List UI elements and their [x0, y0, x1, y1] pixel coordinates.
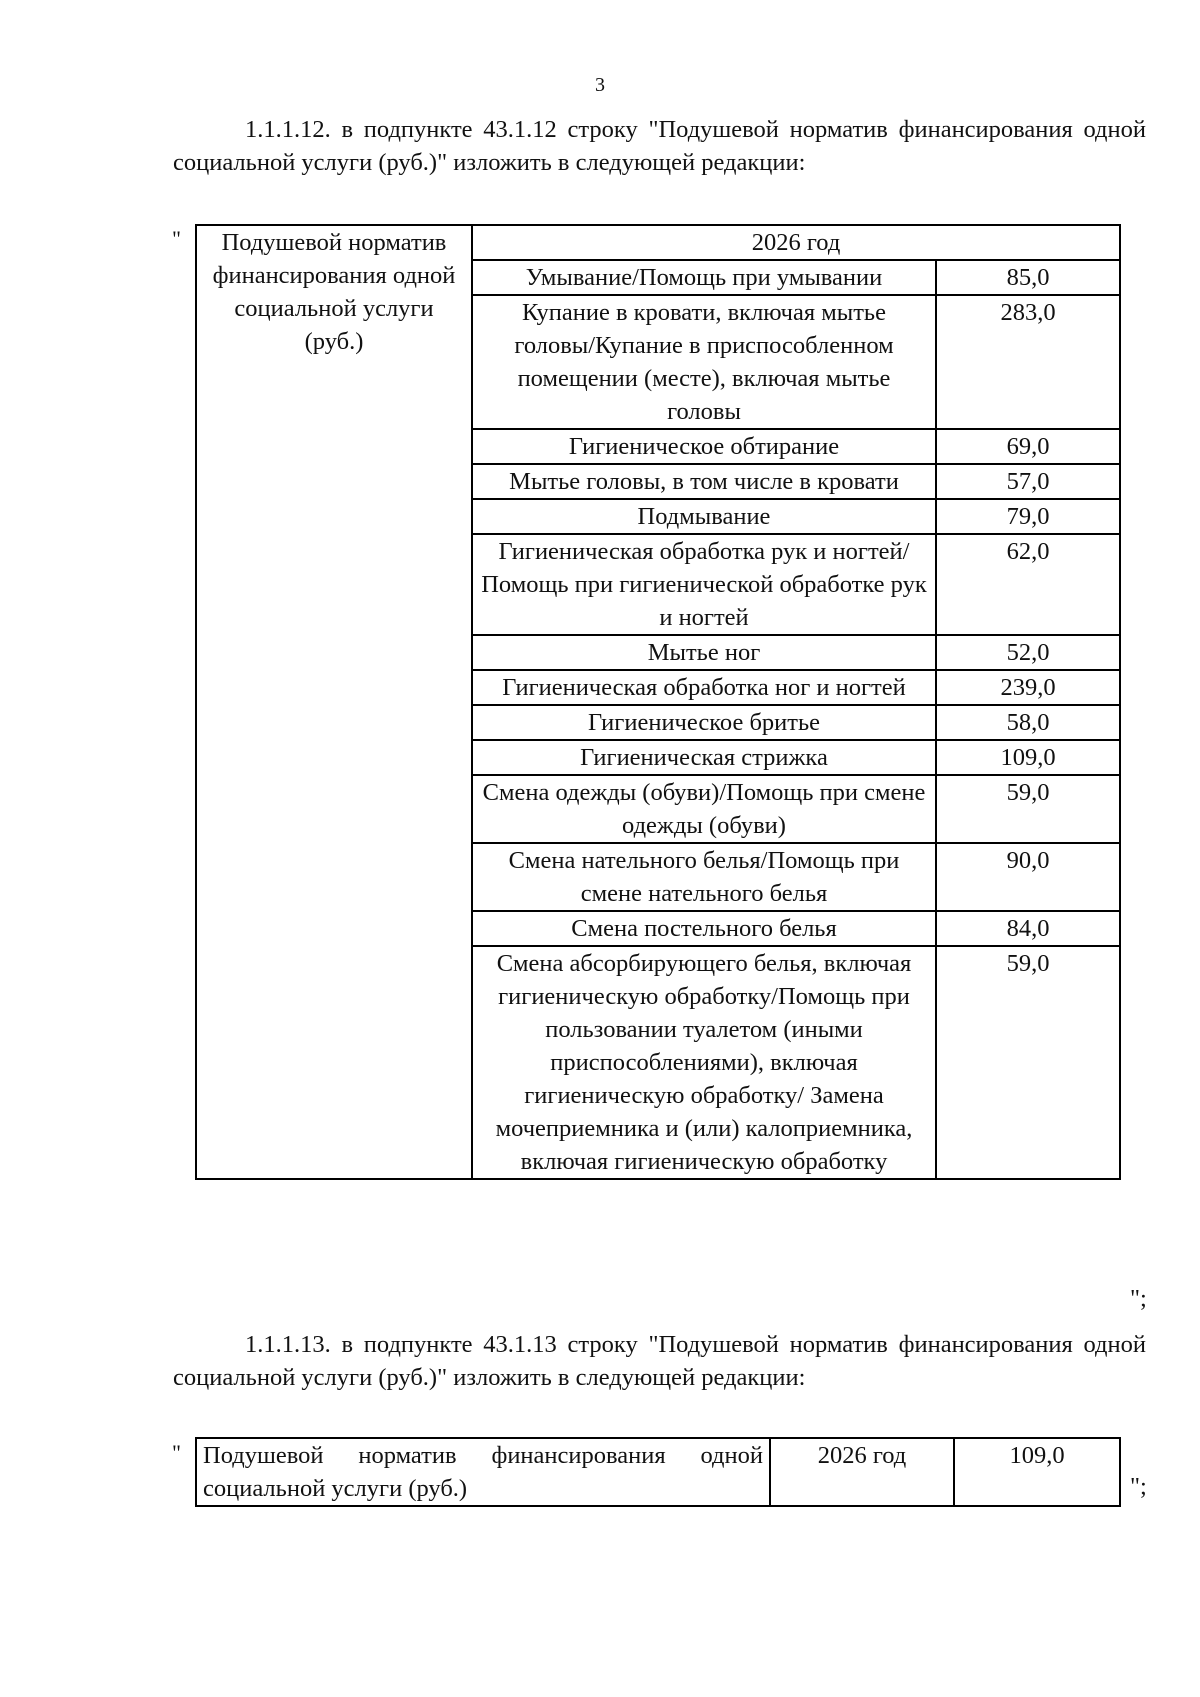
- paragraph-1-1-1-13: [173, 1328, 1146, 1394]
- service-value: 109,0: [936, 740, 1120, 775]
- service-name: Гигиеническая стрижка: [472, 740, 936, 775]
- close-quote: ";: [1130, 1473, 1147, 1500]
- service-name: Купание в кровати, включая мытье головы/Купание в приспособленном помещении (месте), включая мытье головы: [472, 295, 936, 429]
- open-quote: ": [172, 1440, 181, 1465]
- service-name: Гигиеническое бритье: [472, 705, 936, 740]
- service-name: Гигиеническое обтирание: [472, 429, 936, 464]
- service-name: Мытье ног: [472, 635, 936, 670]
- year-cell: 2026 год: [770, 1438, 954, 1506]
- service-value: 58,0: [936, 705, 1120, 740]
- section-text: в подпункте 43.1.12 строку "Подушевой норматив финансирования одной социальной услуги (руб.)" изложить в следующей редакции:: [173, 116, 1146, 176]
- service-name: Подмывание: [472, 499, 936, 534]
- norm-label: Подушевой норматив финансирования одной социальной услуги (руб.): [196, 1438, 770, 1506]
- norm-summary-table: [195, 1437, 1121, 1507]
- service-name: Гигиеническая обработка ног и ногтей: [472, 670, 936, 705]
- row-header-cell: Подушевой норматив финансирования одной социальной услуги (руб.): [196, 225, 472, 1179]
- service-name: Смена нательного белья/Помощь при смене нательного белья: [472, 843, 936, 911]
- service-name: Мытье головы, в том числе в кровати: [472, 464, 936, 499]
- open-quote: ": [172, 226, 181, 251]
- section-number: 1.1.1.12.: [245, 116, 331, 143]
- close-quote: ";: [1130, 1285, 1147, 1312]
- service-name: Смена одежды (обуви)/Помощь при смене одежды (обуви): [472, 775, 936, 843]
- section-number: 1.1.1.13.: [245, 1331, 331, 1358]
- service-value: 239,0: [936, 670, 1120, 705]
- table-row: [196, 1438, 1120, 1506]
- service-value: 59,0: [936, 946, 1120, 1179]
- service-value: 69,0: [936, 429, 1120, 464]
- service-value: 59,0: [936, 775, 1120, 843]
- service-name: Смена абсорбирующего белья, включая гигиеническую обработку/Помощь при пользовании туалетом (иными приспособлениями), включая гигиеническую обработку/ Замена мочеприемника и (или) калоприемника, включая гигиеническую обработку: [472, 946, 936, 1179]
- service-name: Смена постельного белья: [472, 911, 936, 946]
- paragraph-1-1-1-12: [173, 113, 1146, 179]
- section-text: в подпункте 43.1.13 строку "Подушевой норматив финансирования одной социальной услуги (руб.)" изложить в следующей редакции:: [173, 1331, 1146, 1391]
- service-name: Гигиеническая обработка рук и ногтей/Помощь при гигиенической обработке рук и ногтей: [472, 534, 936, 635]
- norm-value: 109,0: [954, 1438, 1120, 1506]
- service-value: 79,0: [936, 499, 1120, 534]
- norms-table: [195, 224, 1121, 1180]
- service-value: 283,0: [936, 295, 1120, 429]
- service-value: 84,0: [936, 911, 1120, 946]
- service-value: 62,0: [936, 534, 1120, 635]
- service-value: 52,0: [936, 635, 1120, 670]
- service-name: Умывание/Помощь при умывании: [472, 260, 936, 295]
- year-header: 2026 год: [472, 225, 1120, 260]
- page-number: 3: [595, 74, 605, 96]
- service-value: 85,0: [936, 260, 1120, 295]
- service-value: 90,0: [936, 843, 1120, 911]
- service-value: 57,0: [936, 464, 1120, 499]
